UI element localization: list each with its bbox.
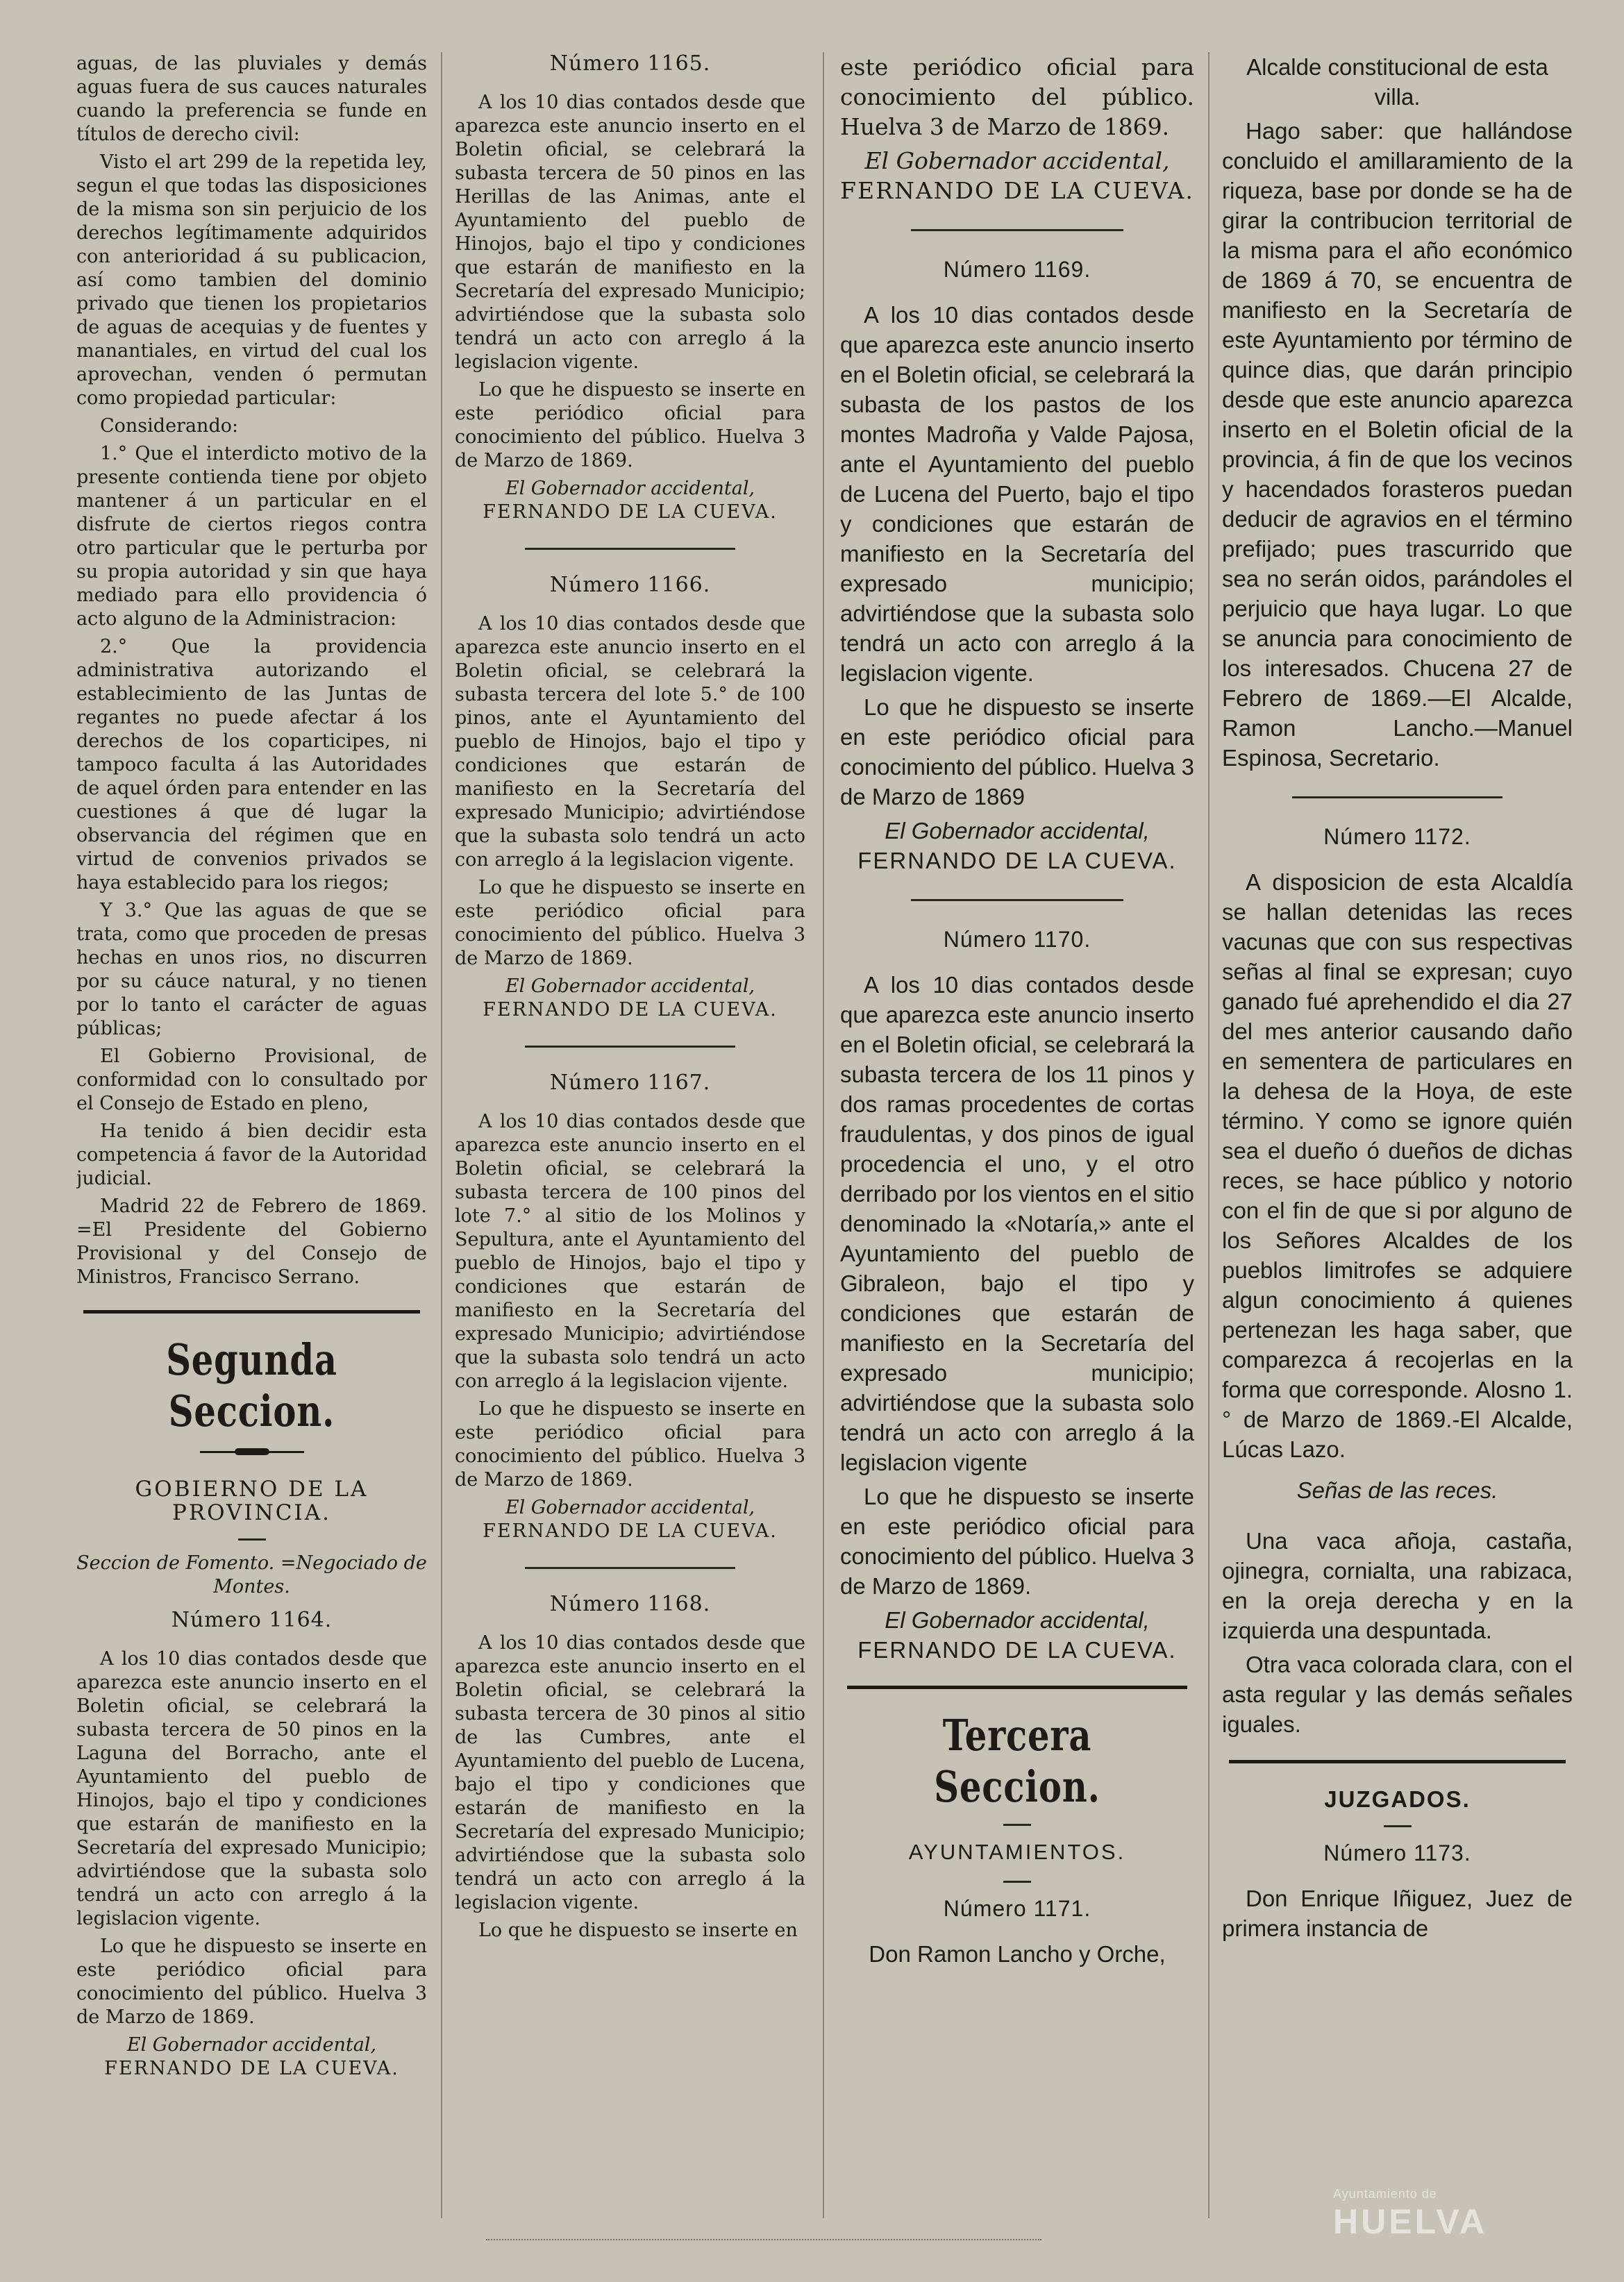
column-rule	[1208, 52, 1209, 2218]
divider	[525, 1046, 735, 1048]
heading: GOBIERNO DE LA PROVINCIA.	[135, 1477, 369, 1525]
subheading: Señas de las reces.	[1296, 1477, 1498, 1503]
watermark-line: HUELVA	[1333, 2202, 1488, 2241]
paragraph: Lo que he dispuesto se inserte en	[478, 1920, 798, 1941]
notice-number: Número 1164.	[171, 1608, 333, 1632]
paragraph: Hago saber: que hallándose concluido el amillaramiento de la riqueza, base por donde se ha de girar la contribucion territorial de la misma para el año económico de 1869 á 70, se encuentra de manifiesto en la Secretaría de este Ayuntamiento por término de quince dias, que darán principio desde que este anuncio aparezca inserto en el Boletin oficial de la provincia, á fin de que los vecinos y hacendados forasteros puedan deducir de agravios en el término prefijado; pues trascurrido que sea no serán oidos, parándoles el perjuicio que haya lugar. Lo que se anuncia para conocimiento de los interesados. Chucena 27 de Febrero de 1869.—El Alcalde, Ramon Lancho.—Manuel Espinosa, Secretario.	[1222, 118, 1573, 771]
section-title: Tercera Seccion.	[934, 1710, 1100, 1812]
subheading: Seccion de Fomento. =Negociado de Montes.	[76, 1552, 427, 1597]
signature-name: FERNANDO DE LA CUEVA.	[840, 177, 1194, 204]
divider	[1384, 1825, 1412, 1827]
paragraph: Lo que he dispuesto se inserte en este periódico oficial para conocimiento del público. Huelva 3 de Marzo de 1869.	[455, 379, 805, 471]
notice-number: Número 1165.	[549, 52, 711, 76]
signature-title: El Gobernador accidental,	[505, 1497, 755, 1518]
paragraph: Lo que he dispuesto se inserte en este periódico oficial para conocimiento del público. Huelva 3 de Marzo de 1869.	[455, 1398, 805, 1491]
page-body	[76, 52, 1576, 2225]
paragraph: Y 3.° Que las aguas de que se trata, como que proceden de presas hechas en unos rios, no discurren por su cáuce natural, y no tienen por lo tanto el carácter de aguas públicas;	[76, 900, 427, 1039]
paragraph: Lo que he dispuesto se inserte en este periódico oficial para conocimiento del público. Huelva 3 de Marzo de 1869.	[840, 1484, 1194, 1599]
paragraph: Madrid 22 de Febrero de 1869. =El Presidente del Gobierno Provisional y del Consejo de Ministros, Francisco Serrano.	[76, 1195, 427, 1288]
column-3	[840, 52, 1194, 2218]
divider	[238, 1538, 266, 1541]
divider	[911, 229, 1123, 231]
notice-number: Número 1173.	[1323, 1840, 1471, 1865]
column-2	[455, 52, 805, 2218]
paragraph: Otra vaca colorada clara, con el asta regular y las demás señales iguales.	[1222, 1652, 1573, 1737]
paragraph: A los 10 dias contados desde que aparezca este anuncio inserto en el Boletin oficial, se celebrará la subasta tercera de 50 pinos en las Herillas de las Animas, ante el Ayuntamiento del pueblo de Hinojos, bajo el tipo y condiciones que estarán de manifiesto en la Secretaría del expresado Municipio; advirtiéndose que la subasta solo tendrá un acto con arreglo á la legislacion vigente.	[455, 92, 805, 373]
signature-name: FERNANDO DE LA CUEVA.	[483, 1520, 778, 1542]
paragraph: El Gobierno Provisional, de conformidad con lo consultado por el Consejo de Estado en pleno,	[76, 1046, 427, 1114]
watermark-line: Ayuntamiento de	[1333, 2187, 1437, 2201]
signature-title: El Gobernador accidental,	[885, 818, 1150, 844]
divider	[911, 899, 1123, 901]
paragraph: A los 10 dias contados desde que aparezca este anuncio inserto en el Boletin oficial, se celebrará la subasta de los pastos de los montes Madroña y Valde Pajosa, ante el Ayuntamiento del pueblo de Lucena del Puerto, bajo el tipo y condiciones que estarán de manifiesto en la Secretaría del expresado municipio; advirtiéndose que la subasta solo tendrá un acto con arreglo á la legislacion vigente.	[840, 302, 1194, 686]
signature-name: FERNANDO DE LA CUEVA.	[104, 2058, 399, 2079]
footer-marks	[486, 2239, 1041, 2246]
paragraph: 1.° Que el interdicto motivo de la presente contienda tiene por objeto mantener á un particular en el disfrute de ciertos riegos contra otro particular que le perturba por su propia autoridad y sin que haya mediado para ello providencia ó acto alguno de la Administracion:	[76, 443, 427, 630]
divider	[83, 1310, 420, 1314]
notice-number: Número 1171.	[943, 1896, 1091, 1921]
signature-name: FERNANDO DE LA CUEVA.	[857, 848, 1177, 873]
divider	[1003, 1824, 1031, 1826]
paragraph: A los 10 dias contados desde que aparezca este anuncio inserto en el Boletin oficial, se celebrará la subasta tercera de 100 pinos del lote 7.° al sitio de los Molinos y Sepultura, ante el Ayuntamiento del pueblo de Hinojos, bajo el tipo y condiciones que estarán de manifiesto en la Secretaría del expresado Municipio; advirtiéndose que la subasta solo tendrá un acto con arreglo á la legislacion vijente.	[455, 1111, 805, 1392]
paragraph: aguas, de las pluviales y demás aguas fuera de sus cauces naturales cuando la preferencia se funde en títulos de derecho civil:	[76, 53, 427, 145]
column-rule	[823, 52, 824, 2218]
divider	[1292, 796, 1502, 798]
divider	[1229, 1760, 1566, 1763]
signature-title: El Gobernador accidental,	[505, 478, 755, 499]
paragraph: A los 10 dias contados desde que aparezca este anuncio inserto en el Boletin oficial, se celebrará la subasta tercera del lote 5.° de 100 pinos, ante el Ayuntamiento del pueblo de Hinojos, bajo el tipo y condiciones que estarán de manifiesto en la Secretaría del expresado Municipio; advirtiéndose que la subasta solo tendrá un acto con arreglo á la legislacion vigente.	[455, 613, 805, 871]
column-4	[1222, 52, 1573, 2218]
paragraph: Alcalde constitucional de esta villa.	[1246, 54, 1548, 110]
paragraph: A los 10 dias contados desde que aparezca este anuncio inserto en el Boletin oficial, se celebrará la subasta tercera de 50 pinos en la Laguna del Borracho, ante el Ayuntamiento del pueblo de Hinojos, bajo el tipo y condiciones que estarán de manifiesto en la Secretaría del expresado Municipio; advirtiéndose que la subasta solo tendrá un acto con arreglo á la legislacion vigente.	[76, 1648, 427, 1929]
watermark	[1333, 2187, 1569, 2256]
paragraph: Don Enrique Iñiguez, Juez de primera instancia de	[1222, 1886, 1573, 1941]
paragraph: Una vaca añoja, castaña, ojinegra, cornialta, una rabizaca, en la oreja derecha y en la izquierda una despuntada.	[1222, 1528, 1573, 1643]
signature-name: FERNANDO DE LA CUEVA.	[483, 999, 778, 1021]
signature-title: El Gobernador accidental,	[885, 1607, 1150, 1633]
notice-number: Número 1167.	[549, 1071, 711, 1095]
paragraph: A los 10 dias contados desde que aparezca este anuncio inserto en el Boletin oficial, se celebrará la subasta tercera de 30 pinos al sitio de las Cumbres, ante el Ayuntamiento del pueblo de Lucena, bajo el tipo y condiciones que estarán de manifiesto en la Secretaría del expresado Municipio; advirtiéndose que la subasta solo tendrá un acto con arreglo á la legislacion vigente.	[455, 1632, 805, 1913]
signature-title: El Gobernador accidental,	[126, 2034, 377, 2056]
section-title: Segunda Seccion.	[166, 1334, 337, 1436]
ornament-divider	[200, 1447, 304, 1457]
paragraph: Ha tenido á bien decidir esta competencia á favor de la Autoridad judicial.	[76, 1121, 427, 1189]
paragraph: Lo que he dispuesto se inserte en este periódico oficial para conocimiento del público. Huelva 3 de Marzo de 1869.	[76, 1936, 427, 2028]
column-1	[76, 52, 427, 2218]
paragraph: Don Ramon Lancho y Orche,	[869, 1941, 1166, 1967]
paragraph: este periódico oficial para conocimiento del público. Huelva 3 de Marzo de 1869.	[840, 53, 1194, 140]
paragraph: A disposicion de esta Alcaldía se hallan detenidas las reces vacunas que con sus respectivas señas al final se expresan; cuyo ganado fué aprehendido el dia 27 del mes anterior causando daño en sementera de particulares en la dehesa de la Hoya, de este término. Y como se ignore quién sea el dueño ó dueños de dichas reces, se hace público y notorio con el fin de que si por alguno de los Señores Alcaldes de los pueblos limitrofes se adquiere algun conocimiento á quienes pertenezan les haga saber, que comparezca á recojerlas en la forma que corresponde. Alosno 1.° de Marzo de 1869.-El Alcalde, Lúcas Lazo.	[1222, 869, 1573, 1462]
divider	[525, 548, 735, 550]
paragraph: Considerando:	[100, 415, 239, 437]
signature-name: FERNANDO DE LA CUEVA.	[857, 1637, 1177, 1663]
signature-title: El Gobernador accidental,	[505, 975, 755, 997]
divider	[525, 1567, 735, 1569]
notice-number: Número 1170.	[943, 927, 1091, 952]
notice-number: Número 1168.	[549, 1592, 711, 1616]
paragraph: A los 10 dias contados desde que aparezca este anuncio inserto en el Boletin oficial, se celebrará la subasta tercera de los 11 pinos y dos ramas procedentes de cortas fraudulentas, y dos pinos de igual procedencia el uno, y el otro derribado por los vientos en el sitio denominado la «Notaría,» ante el Ayuntamiento del pueblo de Gibraleon, bajo el tipo y condiciones que estarán de manifiesto en la Secretaría del expresado municipio; advirtiéndose que la subasta solo tendrá un acto con arreglo á la legislacion vigente	[840, 972, 1194, 1475]
paragraph: Lo que he dispuesto se inserte en este periódico oficial para conocimiento del público. Huelva 3 de Marzo de 1869	[840, 694, 1194, 809]
notice-number: Número 1169.	[943, 257, 1091, 282]
notice-number: Número 1172.	[1323, 824, 1471, 849]
paragraph: 2.° Que la providencia administrativa autorizando el establecimiento de las Juntas de regantes no puede afectar á los derechos de los coparticipes, ni tampoco faculta á las Autoridades de aquel órden para entender en las cuestiones á que dé lugar la observancia del régimen que en virtud de convenios privados se haya establecido para los riegos;	[76, 636, 427, 893]
paragraph: Lo que he dispuesto se inserte en este periódico oficial para conocimiento del público. Huelva 3 de Marzo de 1869.	[455, 877, 805, 969]
divider	[847, 1686, 1187, 1689]
signature-title: El Gobernador accidental,	[864, 147, 1170, 174]
column-rule	[441, 52, 442, 2218]
paragraph: Visto el art 299 de la repetida ley, segun el que todas las disposiciones de la misma son sin perjuicio de los derechos legítimamente adquiridos con anterioridad á su publicacion, así como tambien del dominio privado que tienen los propietarios de aguas de acequias y de fuentes y manantiales, en virtud del cual los aprovechan, venden ó permutan como propiedad particular:	[76, 151, 427, 409]
signature-name: FERNANDO DE LA CUEVA.	[483, 501, 778, 523]
divider	[1003, 1881, 1031, 1883]
heading: AYUNTAMIENTOS.	[908, 1840, 1126, 1864]
heading: JUZGADOS.	[1324, 1786, 1471, 1812]
notice-number: Número 1166.	[549, 573, 711, 597]
